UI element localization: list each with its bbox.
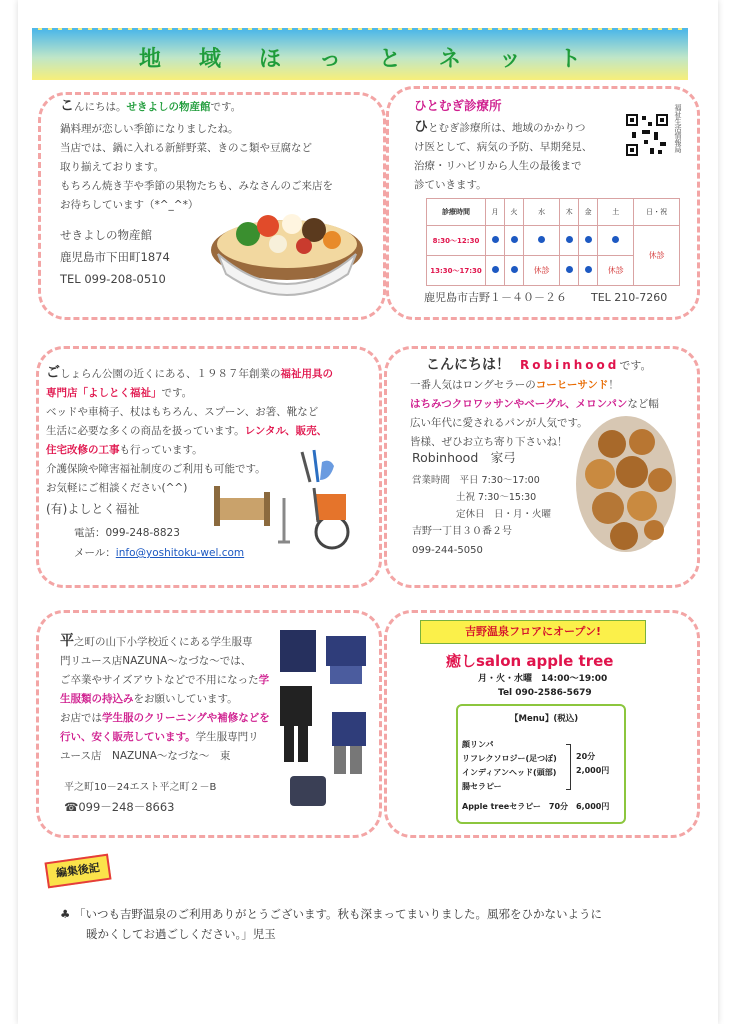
bakery-greeting: こんにちは！ Robinhoodです。 xyxy=(426,357,652,373)
salon-open-tag: 吉野温泉フロアにオープン! xyxy=(420,620,646,644)
school-uniform-illustration xyxy=(276,626,372,816)
editor-note: ♣ 「いつも吉野温泉のご利用ありがとうございます。秋も深まってまいりました。風邪をひかないように 暖かくしてお過ごしください。」児玉 xyxy=(60,907,603,941)
open-dot xyxy=(566,266,573,273)
uniform-tel: ☎099－248－8663 xyxy=(64,800,175,814)
salon-menu-title: 【Menu】(税込) xyxy=(510,714,579,724)
salon-menu-price: 20分 2,000円 xyxy=(576,752,610,775)
bakery-shop: Robinhood 家弓 xyxy=(412,450,516,465)
bakery-description: 一番人気はロングセラーのコーヒーサンド！ はちみつクロワッサンやベーグル、メロンパンなど幅 広い年代に愛されるパンが人気です。 皆様、ぜひお立ち寄り下さいね！ xyxy=(410,379,659,448)
hotpot-illustration xyxy=(208,188,366,304)
title-banner xyxy=(32,28,688,80)
open-dot xyxy=(511,236,518,243)
welfare-mail-link[interactable]: info@yoshitoku-wel.com xyxy=(115,547,245,559)
editor-note-tag: 編集後記 xyxy=(45,854,112,889)
welfare-mail: メール：info@yoshitoku-wel.com xyxy=(74,547,245,559)
welfare-description: ごしょらん公園の近くにある、１９８７年創業の福祉用具の 専門店「よしとく福祉」です。 ベッドや車椅子、杖はもちろん、スプーン、お箸、靴など 生活に必要な多くの商品を扱っています。レンタル、販売、 住宅改修の工事も行っています。 介護保険や障害福祉制度のご利用も可能です。 お気軽にご相談ください(^^) xyxy=(46,365,333,494)
salon-apple-therapy: Apple treeセラピー 70分 6,000円 xyxy=(462,802,610,811)
qr-code xyxy=(624,112,670,158)
welfare-equipment-illustration xyxy=(210,442,366,554)
clinic-address: 鹿児島市吉野１－４０－２６ TEL 210-7260 xyxy=(424,291,668,304)
banner-title: 地域ほっとネット xyxy=(138,47,619,72)
uniform-address: 平之町10－24エスト平之町２－B xyxy=(64,782,217,793)
qr-caption: 福祉生活情報局 xyxy=(674,104,682,153)
open-dot xyxy=(492,236,499,243)
open-dot xyxy=(612,236,619,243)
open-dot xyxy=(566,236,573,243)
open-dot xyxy=(538,236,545,243)
bread-photo xyxy=(576,416,676,552)
welfare-name: (有)よしとく福祉 xyxy=(46,502,140,516)
welfare-phone: 電話：099-248-8823 xyxy=(74,527,180,539)
open-dot xyxy=(492,266,499,273)
menu-bracket xyxy=(566,744,571,790)
shop-contact: せきよしの物産館 鹿児島市下田町1874 TEL 099-208-0510 xyxy=(60,228,170,286)
open-dot xyxy=(585,266,592,273)
clinic-schedule-table: 診療時間 月 火 水 木 金 土 日・祝 8:30～12:30 休診 13:30～17:30 休診 休診 xyxy=(426,198,680,286)
open-dot xyxy=(511,266,518,273)
salon-days: 月・火・水曜 14:00～19:00 xyxy=(478,674,608,684)
salon-name: 癒しsalon apple tree xyxy=(446,652,614,670)
shop-description: 鍋料理が恋しい季節になりましたね。 当店では、鍋に入れる新鮮野菜、きのこ類や豆腐など 取り揃えております。 もちろん焼き芋や季節の果物たちも、みなさんのご来店を お待ちしています（*^_^*） xyxy=(60,123,333,211)
clinic-intro: ひとむぎ診療所は、地域のかかりつ け医として、病気の予防、早期発見、 治療・リハビリから人生の最後まで 診ていきます。 xyxy=(414,119,593,191)
salon-menu-items: 顔リンパ リフレクソロジー(足つぼ) インディアンヘッド(頭部) 腸セラピー xyxy=(462,740,557,791)
bakery-address-block: 吉野一丁目３０番２号 099-244-5050 xyxy=(412,526,512,556)
open-dot xyxy=(585,236,592,243)
clinic-title: ひとむぎ診療所 xyxy=(414,98,502,113)
salon-tel: Tel 090-2586-5679 xyxy=(498,688,592,698)
uniform-description: 平之町の山下小学校近くにある学生服専 門リユース店NAZUNA～なづな～では、 ご卒業やサイズアウトなどで不用になった学 生服類の持込みをお願いしています。 お店では学生服のクリーニングや補修などを 行い、安く販売しています。学生服専門リ ユース店 NAZUNA～なづな～ 東 xyxy=(60,633,270,762)
club-icon: ♣ xyxy=(60,907,71,921)
shop-greeting: こんにちは。せきよしの物産館です。 xyxy=(60,98,242,114)
bakery-hours: 営業時間 平日 7:30～17:00 土祝 7:30～15:30 定休日 日・月・火曜 xyxy=(412,475,552,520)
